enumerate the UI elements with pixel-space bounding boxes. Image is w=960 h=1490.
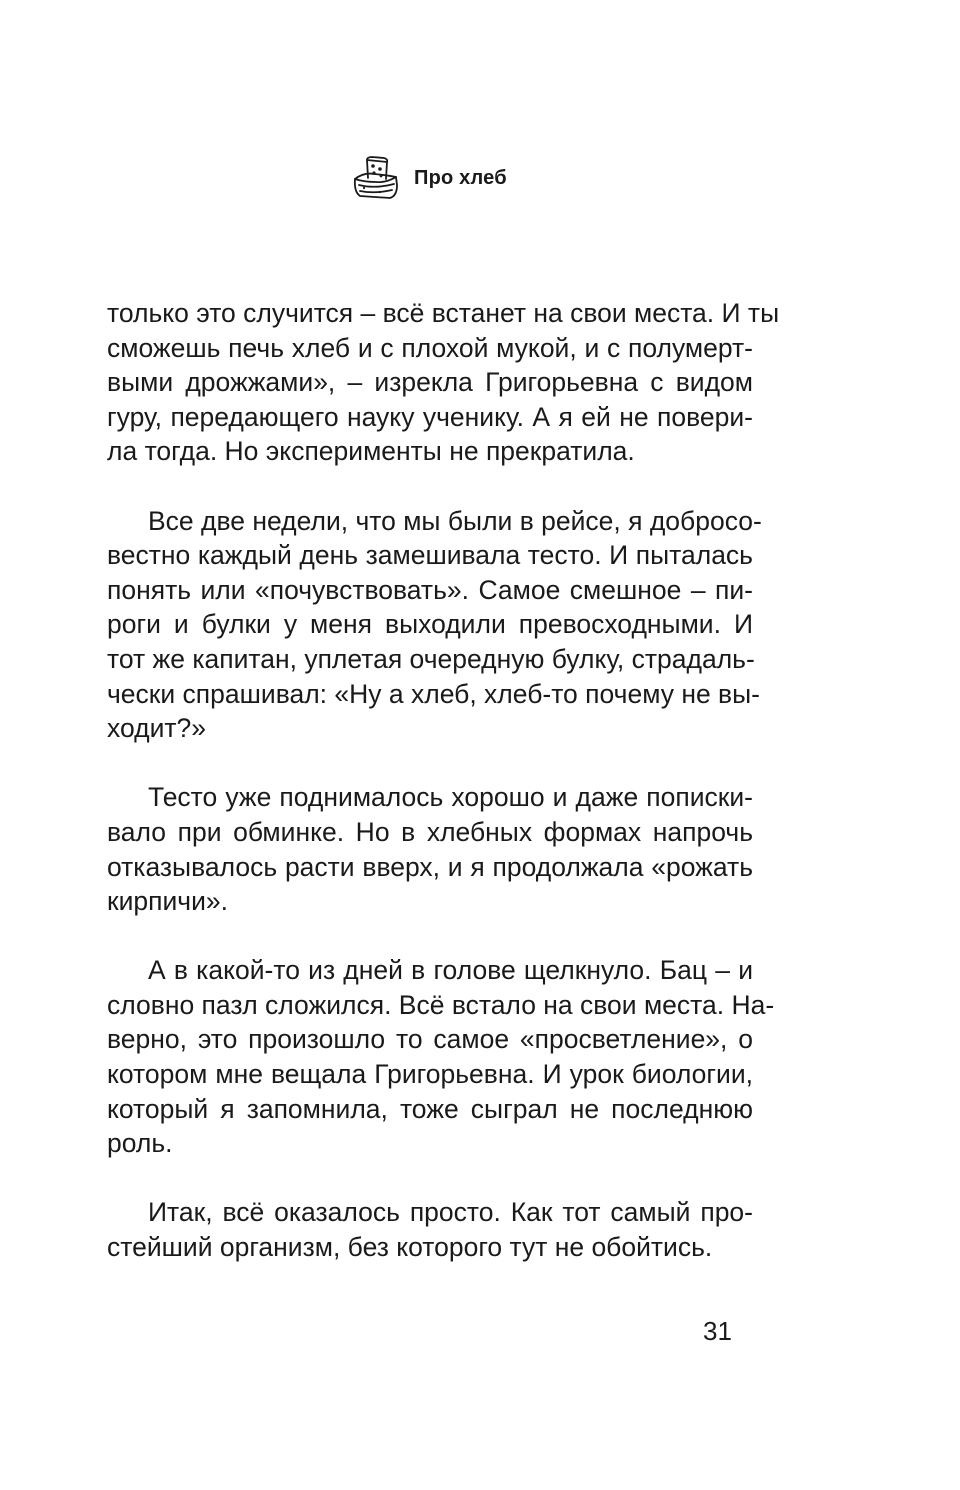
paragraph-gap [107,469,753,504]
text-line: ходит?» [107,713,206,744]
text-line: А в какой-то из дней в голове щелкнуло. Бац – и [148,955,753,986]
text-line: Тесто уже поднималось хорошо и даже пописки- [148,782,753,813]
bread-loaf-icon [350,152,402,204]
running-header-title: Про хлеб [414,166,507,189]
paragraph [107,296,780,469]
paragraph [107,1195,753,1264]
text-line: кирпичи». [107,886,228,917]
text-line: Итак, всё оказалось просто. Как тот самый про- [148,1197,753,1228]
text-line: тот же капитан, уплетая очередную булку, страдаль- [107,643,755,674]
body-text [107,296,780,1265]
paragraph-gap [107,746,753,781]
text-line: Все две недели, что мы были в рейсе, я добросо- [148,505,762,536]
text-line: который я запомнила, тоже сыграл не последнюю [107,1093,753,1124]
text-line: ла тогда. Но эксперименты не прекратила. [107,436,635,467]
paragraph [107,504,762,746]
text-line: выми дрожжами», – изрекла Григорьевна с видом [107,367,753,398]
text-line: понять или «почувствовать». Самое смешное – пи- [107,574,753,605]
page-number: 31 [703,1316,732,1346]
text-line: верно, это произошло то самое «просветление», о [107,1024,753,1055]
text-line: роль. [107,1128,173,1159]
text-line: роги и булки у меня выходили превосходными. И [107,609,753,640]
text-line: словно пазл сложился. Всё встало на свои места. На- [107,989,775,1020]
text-line: вало при обминке. Но в хлебных формах напрочь [107,816,753,847]
paragraph [107,780,753,918]
text-line: вестно каждый день замешивала тесто. И пыталась [107,540,753,571]
running-header [350,150,507,206]
paragraph-gap [107,1161,753,1196]
paragraph [107,953,775,1161]
text-line: только это случится – всё встанет на свои места. И ты [107,298,780,328]
text-line: гуру, передающего науку ученику. А я ей не повери- [107,401,753,432]
text-line: стейший организм, без которого тут не обойтись. [107,1232,713,1263]
text-line: котором мне вещала Григорьевна. И урок биологии, [107,1059,753,1090]
text-line: сможешь печь хлеб и с плохой мукой, и с полумерт- [107,332,753,363]
text-line: чески спрашивал: «Ну а хлеб, хлеб-то почему не вы- [107,678,761,709]
paragraph-gap [107,919,753,954]
text-line: отказывалось расти вверх, и я продолжала «рожать [107,851,753,882]
